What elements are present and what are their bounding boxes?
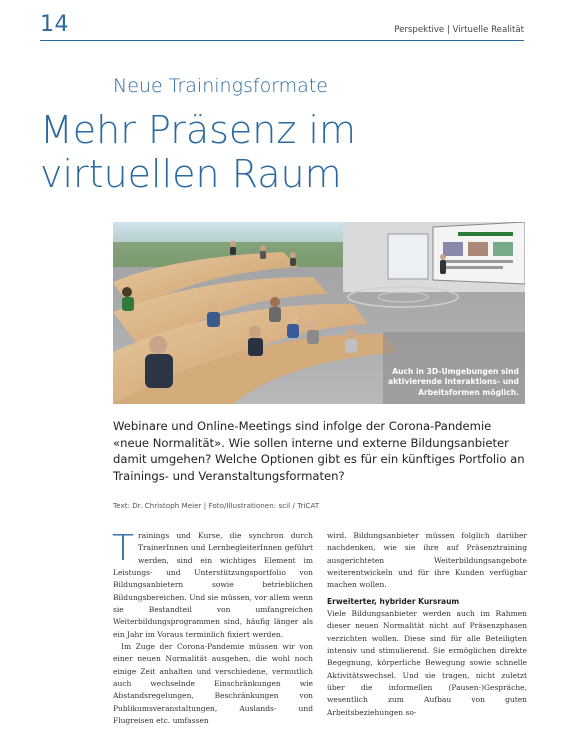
image-caption: Auch in 3D-Umgebungen sind aktivierende Interaktions- und Arbeitsformen möglich.	[388, 366, 519, 397]
article-lead: Webinare und Online-Meetings sind infolge der Corona-Pandemie «neue Normalität». Wie sollen interne und externe Bildungsanbieter damit umgehen? Welche Optionen gibt es für ein künftiges Portfolio an Trainings- und Veranstaltungsformaten?	[113, 419, 525, 483]
body-column-right	[327, 530, 527, 719]
body-text: rainings und Kurse, die synchron durch TrainerInnen und LernbegleiterInnen geführt werden, sind ein wichtiges Element im Leistungs- und Unterstützungsportfolio von Bildungsanbietern sowie betrieblichen Bildungsbereichen. Und sie müssen, vor allem wenn sie Bestandteil von umfangreichen Weiterbildungsprogrammen sind, häufig länger als ein Jahr im Voraus terminlich fixiert werden.	[113, 531, 313, 639]
article-kicker: Neue Trainingsformate	[113, 75, 328, 97]
header-rule	[40, 40, 524, 41]
virtual-room-illustration	[113, 222, 525, 404]
body-column-left	[113, 530, 313, 728]
article-credits: Text: Dr. Christoph Meier | Foto/Illustrationen: scil / TriCAT	[113, 501, 320, 510]
body-paragraph: Viele Bildungsanbieter werden auch im Rahmen dieser neuen Normalität nicht auf Präsenzphasen verzichten wollen. Diese sind für alle Beteiligten intensiv und stimulierend. Sie ermöglichen direkte Begegnung, körperliche Bewegung sowie schnelle Aktivitätswechsel. Und sie tragen, nicht zuletzt über die informellen (Pausen-)Gespräche, wesentlich zum Aufbau von guten Arbeitsbeziehungen so-	[327, 609, 527, 717]
page-number: 14	[40, 12, 69, 37]
section-subhead: Erweiterter, hybrider Kursraum	[327, 596, 460, 606]
body-paragraph	[113, 530, 313, 641]
body-paragraph: wird. Bildungsanbieter müssen folglich darüber nachdenken, wie sie ihre auf Präsenztraining ausgerichteten Weiterbildungsangebote weiterentwickeln und für ihre Kunden verfügbar machen wollen.	[327, 531, 527, 590]
article-headline: Mehr Präsenz im virtuellen Raum	[40, 108, 356, 196]
drop-cap: T	[112, 528, 134, 569]
hero-image	[113, 222, 525, 404]
running-head: Perspektive | Virtuelle Realität	[394, 25, 524, 35]
body-paragraph: Im Zuge der Corona-Pandemie müssen wir von einer neuen Normalität ausgehen, die wohl noch einige Zeit anhalten und verschiedene, vermutlich auch wechselnde Einschränkungen wie Abstandsregelungen, Beschränkungen von Publikumsveranstaltungen, Auslands- und Flugreisen etc. umfassen	[113, 642, 313, 726]
